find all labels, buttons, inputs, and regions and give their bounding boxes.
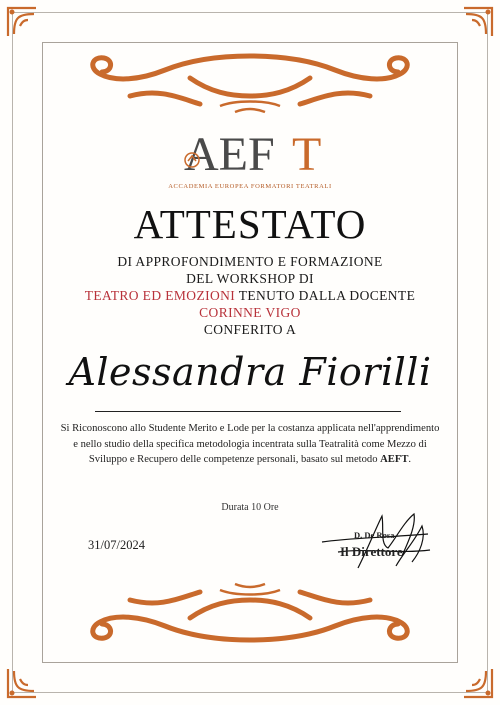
description-text: Si Riconoscono allo Studente Merito e Lode per la costanza applicata nell'apprendimento e nello studio della specifica metodologia incentrata sulla Teatralità come Mezzo di Sviluppo e Recupero delle competenze personali, basato sul metodo <box>60 423 440 465</box>
logo-subtitle: ACCADEMIA EUROPEA FORMATORI TEATRALI <box>168 183 332 190</box>
description-end: . <box>408 454 412 465</box>
issue-date: 31/07/2024 <box>88 538 145 552</box>
signatory-role: Il Direttore <box>340 544 403 559</box>
subtitle-line-2: DEL WORKSHOP DI <box>186 271 314 286</box>
conferred-to: CONFERITO A <box>203 322 297 337</box>
logo <box>178 128 328 178</box>
name-underline <box>95 411 401 412</box>
subtitle-line-3 <box>0 288 500 304</box>
corner-ornament-icon <box>460 665 496 701</box>
method-name: AEFT <box>380 454 409 465</box>
signatory-name: D. De Rosa <box>354 530 395 540</box>
recipient-name: Alessandra Fiorilli <box>68 350 432 394</box>
logo-letters: AEF <box>184 128 275 178</box>
subtitle-line-1: DI APPROFONDIMENTO E FORMAZIONE <box>117 254 383 269</box>
scroll-ornament-icon <box>70 580 430 648</box>
corner-ornament-icon <box>4 4 40 40</box>
signature-icon <box>318 508 438 578</box>
corner-ornament-icon <box>4 665 40 701</box>
course-name: TEATRO ED EMOZIONI <box>84 288 236 303</box>
teacher-intro: TENUTO DALLA DOCENTE <box>235 288 416 303</box>
description-paragraph <box>60 421 440 468</box>
certificate-title: ATTESTATO <box>133 201 367 247</box>
logo-letter-accent: T <box>292 128 322 178</box>
corner-ornament-icon <box>460 4 496 40</box>
duration: Durata 10 Ore <box>221 502 279 513</box>
scroll-ornament-icon <box>70 48 430 116</box>
teacher-name: CORINNE VIGO <box>199 305 301 320</box>
